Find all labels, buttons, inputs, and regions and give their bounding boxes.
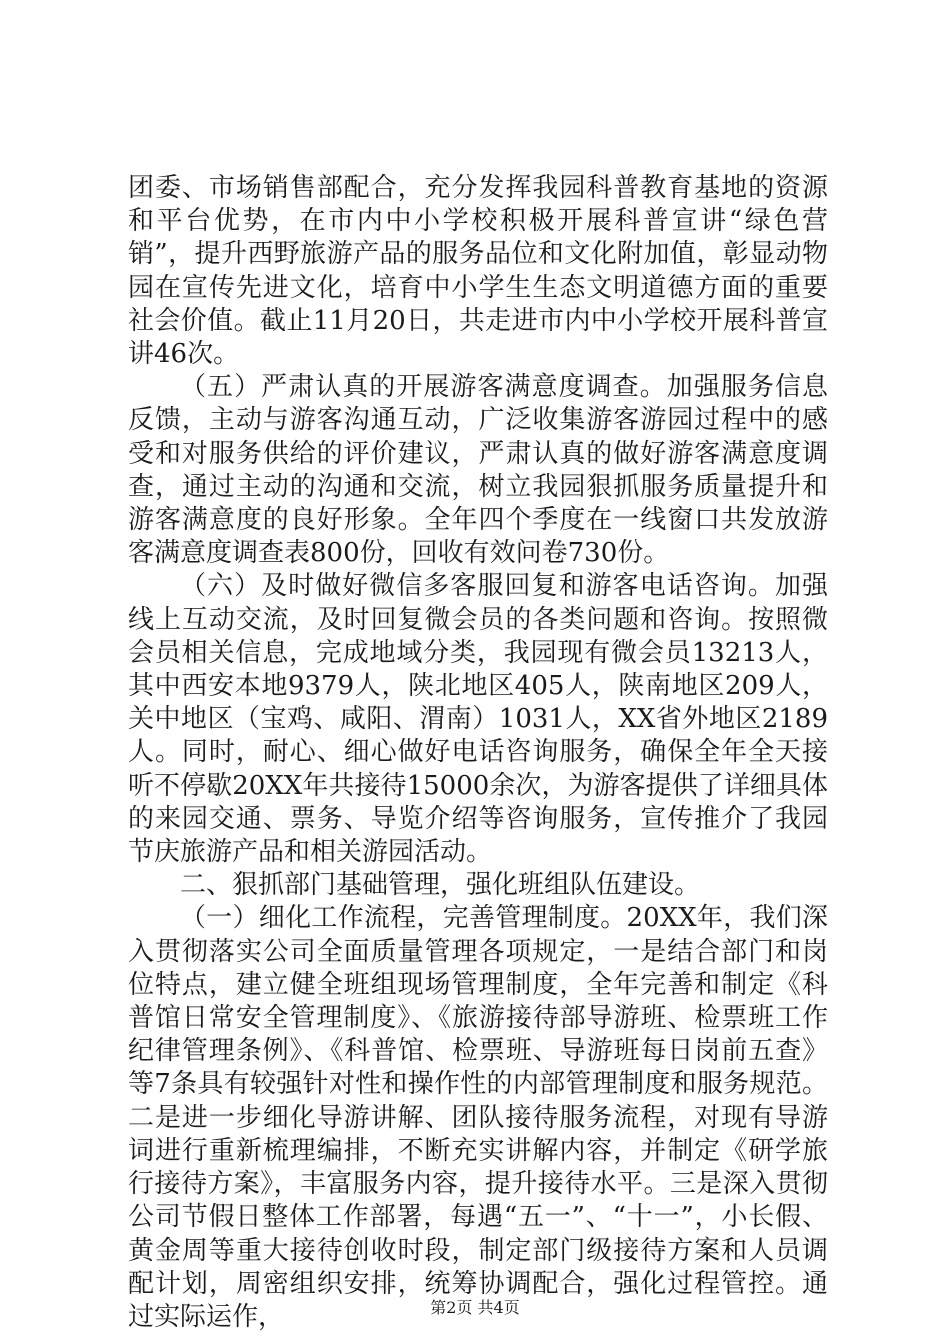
paragraph-wechat-service: （六）及时做好微信多客服回复和游客电话咨询。加强线上互动交流，及时回复微会员的各类问题和咨询。按照微会员相关信息，完成地域分类，我园现有微会员13213人，其中西安本地9379人，陕北地区405人，陕南地区209人，关中地区（宝鸡、咸阳、渭南）1031人，XX省外地区2189人。同时，耐心、细心做好电话咨询服务，确保全年全天接听不停歇20XX年共接待15000余次，为游客提供了详细具体的来园交通、票务、导览介绍等咨询服务，宣传推介了我园节庆旅游产品和相关游园活动。 [128,571,828,868]
paragraph-satisfaction-survey: （五）严肃认真的开展游客满意度调查。加强服务信息反馈，主动与游客沟通互动，广泛收集游客游园过程中的感受和对服务供给的评价建议，严肃认真的做好游客满意度调查，通过主动的沟通和交流，树立我园狠抓服务质量提升和游客满意度的良好形象。全年四个季度在一线窗口共发放游客满意度调查表800份，回收有效问卷730份。 [128,372,828,569]
document-body [128,172,828,1334]
paragraph-continuation: 团委、市场销售部配合，充分发挥我园科普教育基地的资源和平台优势，在市内中小学校积极开展科普宣讲“绿色营销”，提升西野旅游产品的服务品位和文化附加值，彰显动物园在宣传先进文化，培育中小学生生态文明道德方面的重要社会价值。截止11月20日，共走进市内中小学校开展科普宣讲46次。 [128,173,828,370]
paragraph-workflow: （一）细化工作流程，完善管理制度。20XX年，我们深入贯彻落实公司全面质量管理各项规定，一是结合部门和岗位特点，建立健全班组现场管理制度，全年完善和制定《科普馆日常安全管理制度》、《旅游接待部导游班、检票班工作纪律管理条例》、《科普馆、检票班、导游班每日岗前五查》等7条具有较强针对性和操作性的内部管理制度和服务规范。二是进一步细化导游讲解、团队接待服务流程，对现有导游词进行重新梳理编排，不断充实讲解内容，并制定《研学旅行接待方案》，丰富服务内容，提升接待水平。三是深入贯彻公司节假日整体工作部署，每遇“五一”、“十一”，小长假、黄金周等重大接待创收时段，制定部门级接待方案和人员调配计划，周密组织安排，统筹协调配合，强化过程管控。通过实际运作， [128,903,828,1332]
page-footer [0,1298,950,1318]
page-number-label: 第2页 共4页 [430,1298,520,1317]
section-heading-management: 二、狠抓部门基础管理，强化班组队伍建设。 [180,870,701,901]
